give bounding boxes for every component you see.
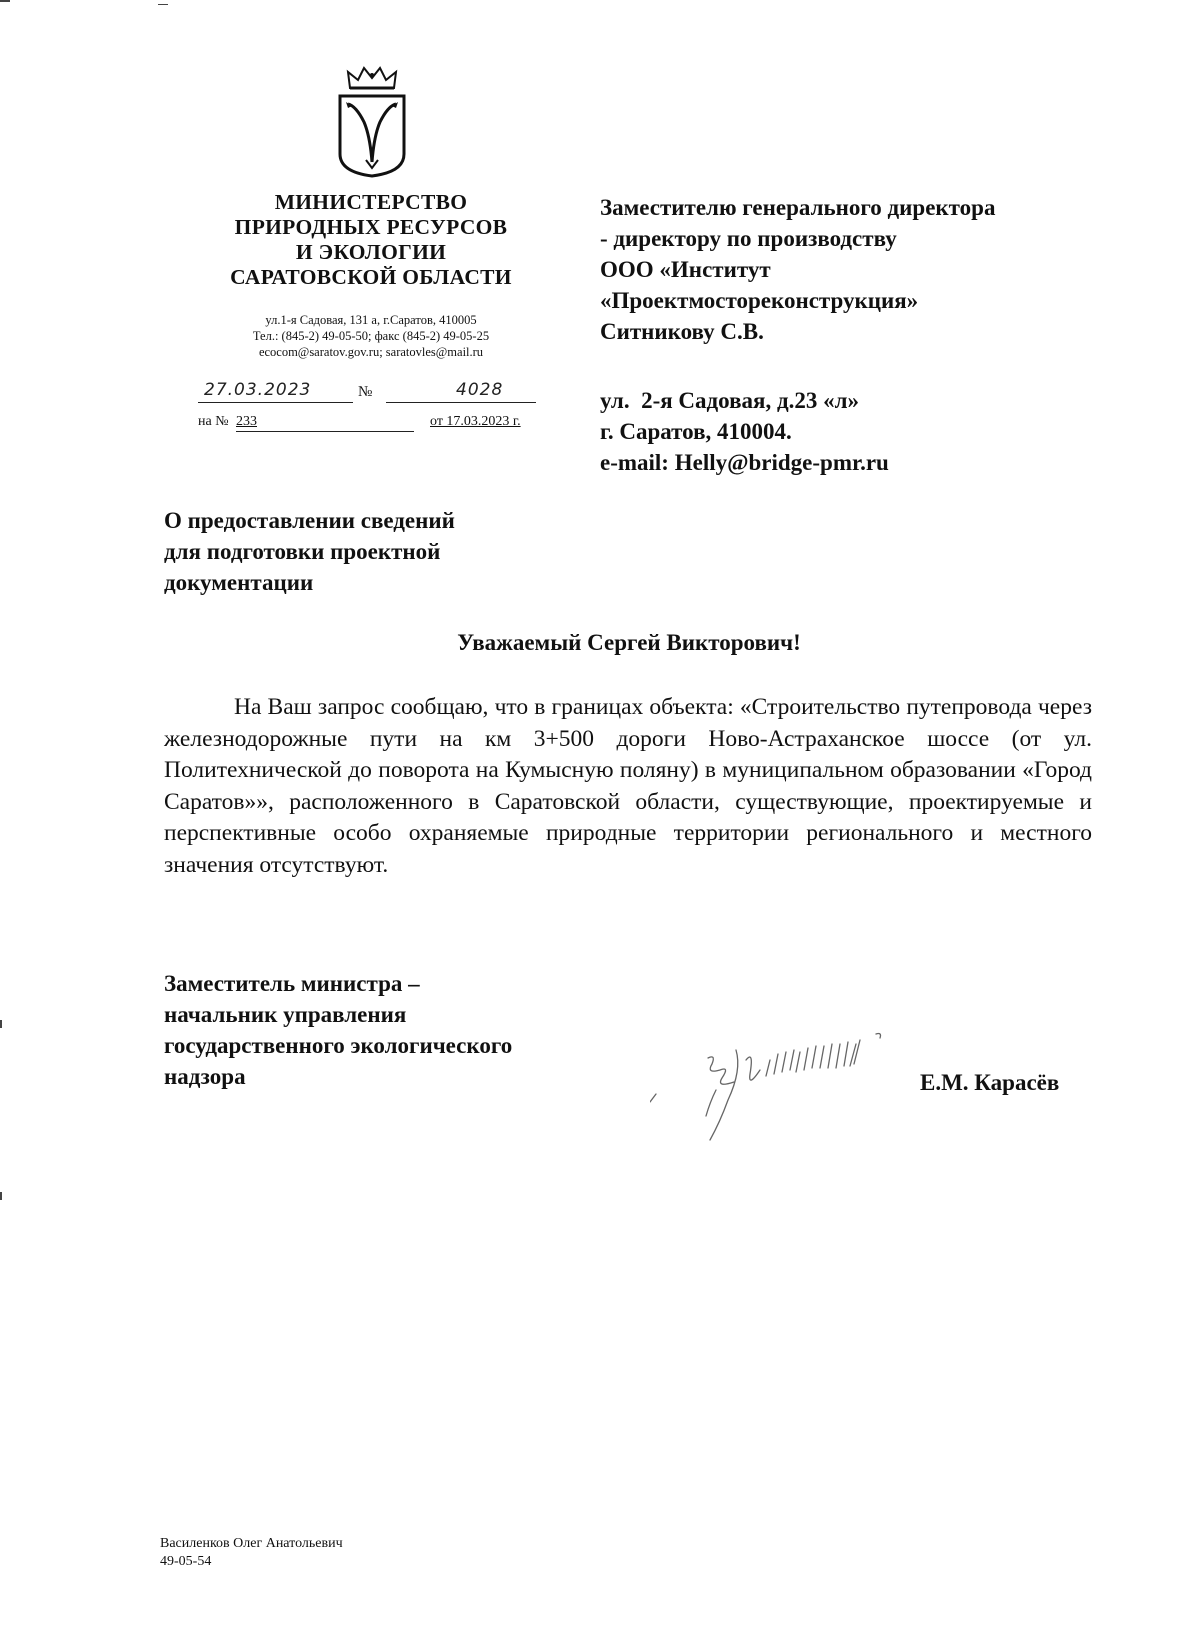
ministry-name-line: МИНИСТЕРСТВО	[274, 190, 468, 214]
addressee-line: ООО «Институт	[600, 257, 771, 282]
ministry-name-line: И ЭКОЛОГИИ	[295, 240, 447, 264]
scan-mark	[0, 1192, 2, 1200]
addressee-line: Заместителю генерального директора	[600, 195, 996, 220]
subject-line: О предоставлении сведений	[164, 508, 455, 533]
scan-mark	[158, 4, 168, 5]
subject-line: документации	[164, 570, 314, 595]
ministry-address: ул.1-я Садовая, 131 а, г.Саратов, 410005	[265, 313, 477, 327]
letter-subject	[164, 505, 584, 598]
reply-prefix: на №	[198, 414, 229, 429]
addressee-address	[600, 385, 1100, 478]
address-line: e-mail: Helly@bridge-pmr.ru	[600, 450, 889, 475]
ministry-name-line: ПРИРОДНЫХ РЕСУРСОВ	[234, 215, 508, 239]
ministry-name	[220, 190, 522, 290]
scan-mark	[0, 1020, 2, 1028]
address-line: г. Саратов, 410004.	[600, 419, 792, 444]
addressee-line: - директору по производству	[600, 226, 897, 251]
ministry-name-line: САРАТОВСКОЙ ОБЛАСТИ	[230, 265, 512, 289]
address-line: ул. 2-я Садовая, д.23 «л»	[600, 388, 860, 413]
signer-title-line: начальник управления	[164, 1002, 407, 1027]
outgoing-number: 4028	[456, 380, 504, 400]
subject-line: для подготовки проектной	[164, 539, 441, 564]
ministry-contacts	[212, 312, 530, 360]
executor-name: Василенков Олег Анатольевич	[160, 1536, 343, 1551]
addressee	[600, 192, 1100, 347]
signer-title-line: Заместитель министра –	[164, 971, 420, 996]
scan-mark	[0, 0, 10, 2]
executor-phone: 49-05-54	[160, 1554, 212, 1569]
reply-to-row	[198, 412, 550, 434]
salutation: Уважаемый Сергей Викторович!	[457, 630, 801, 655]
reply-date: от 17.03.2023 г.	[430, 414, 521, 429]
signer-name: Е.М. Карасёв	[920, 1070, 1060, 1095]
addressee-line: Ситникову С.В.	[600, 319, 764, 344]
addressee-line: «Проектмостореконструкция»	[600, 288, 919, 313]
ministry-phone: Тел.: (845-2) 49-05-50; факс (845-2) 49-05-25	[252, 329, 490, 343]
outgoing-date: 27.03.2023	[204, 380, 312, 400]
outgoing-registration-row	[198, 380, 550, 406]
executor-info	[160, 1535, 343, 1571]
number-sign: №	[358, 384, 373, 400]
signer-title	[164, 968, 644, 1092]
reply-number: 233	[236, 414, 257, 429]
handwritten-signature	[650, 1030, 910, 1150]
ministry-email: ecocom@saratov.gov.ru; saratovles@mail.ru	[258, 345, 484, 359]
letter-body: На Ваш запрос сообщаю, что в границах объекта: «Строительство путепровода через железнодорожные пути на км 3+500 дороги Ново-Астраханское шоссе (от ул. Политехнической до поворота на Кумысную поляну) в муниципальном образовании «Город Саратов»», расположенного в Саратовской области, существующие, проектируемые и перспективные особо охраняемые природные территории регионального и местного значения отсутствуют.	[164, 694, 1092, 878]
signer-title-line: надзора	[164, 1064, 246, 1089]
coat-of-arms-emblem	[336, 66, 408, 178]
signer-title-line: государственного экологического	[164, 1033, 513, 1058]
